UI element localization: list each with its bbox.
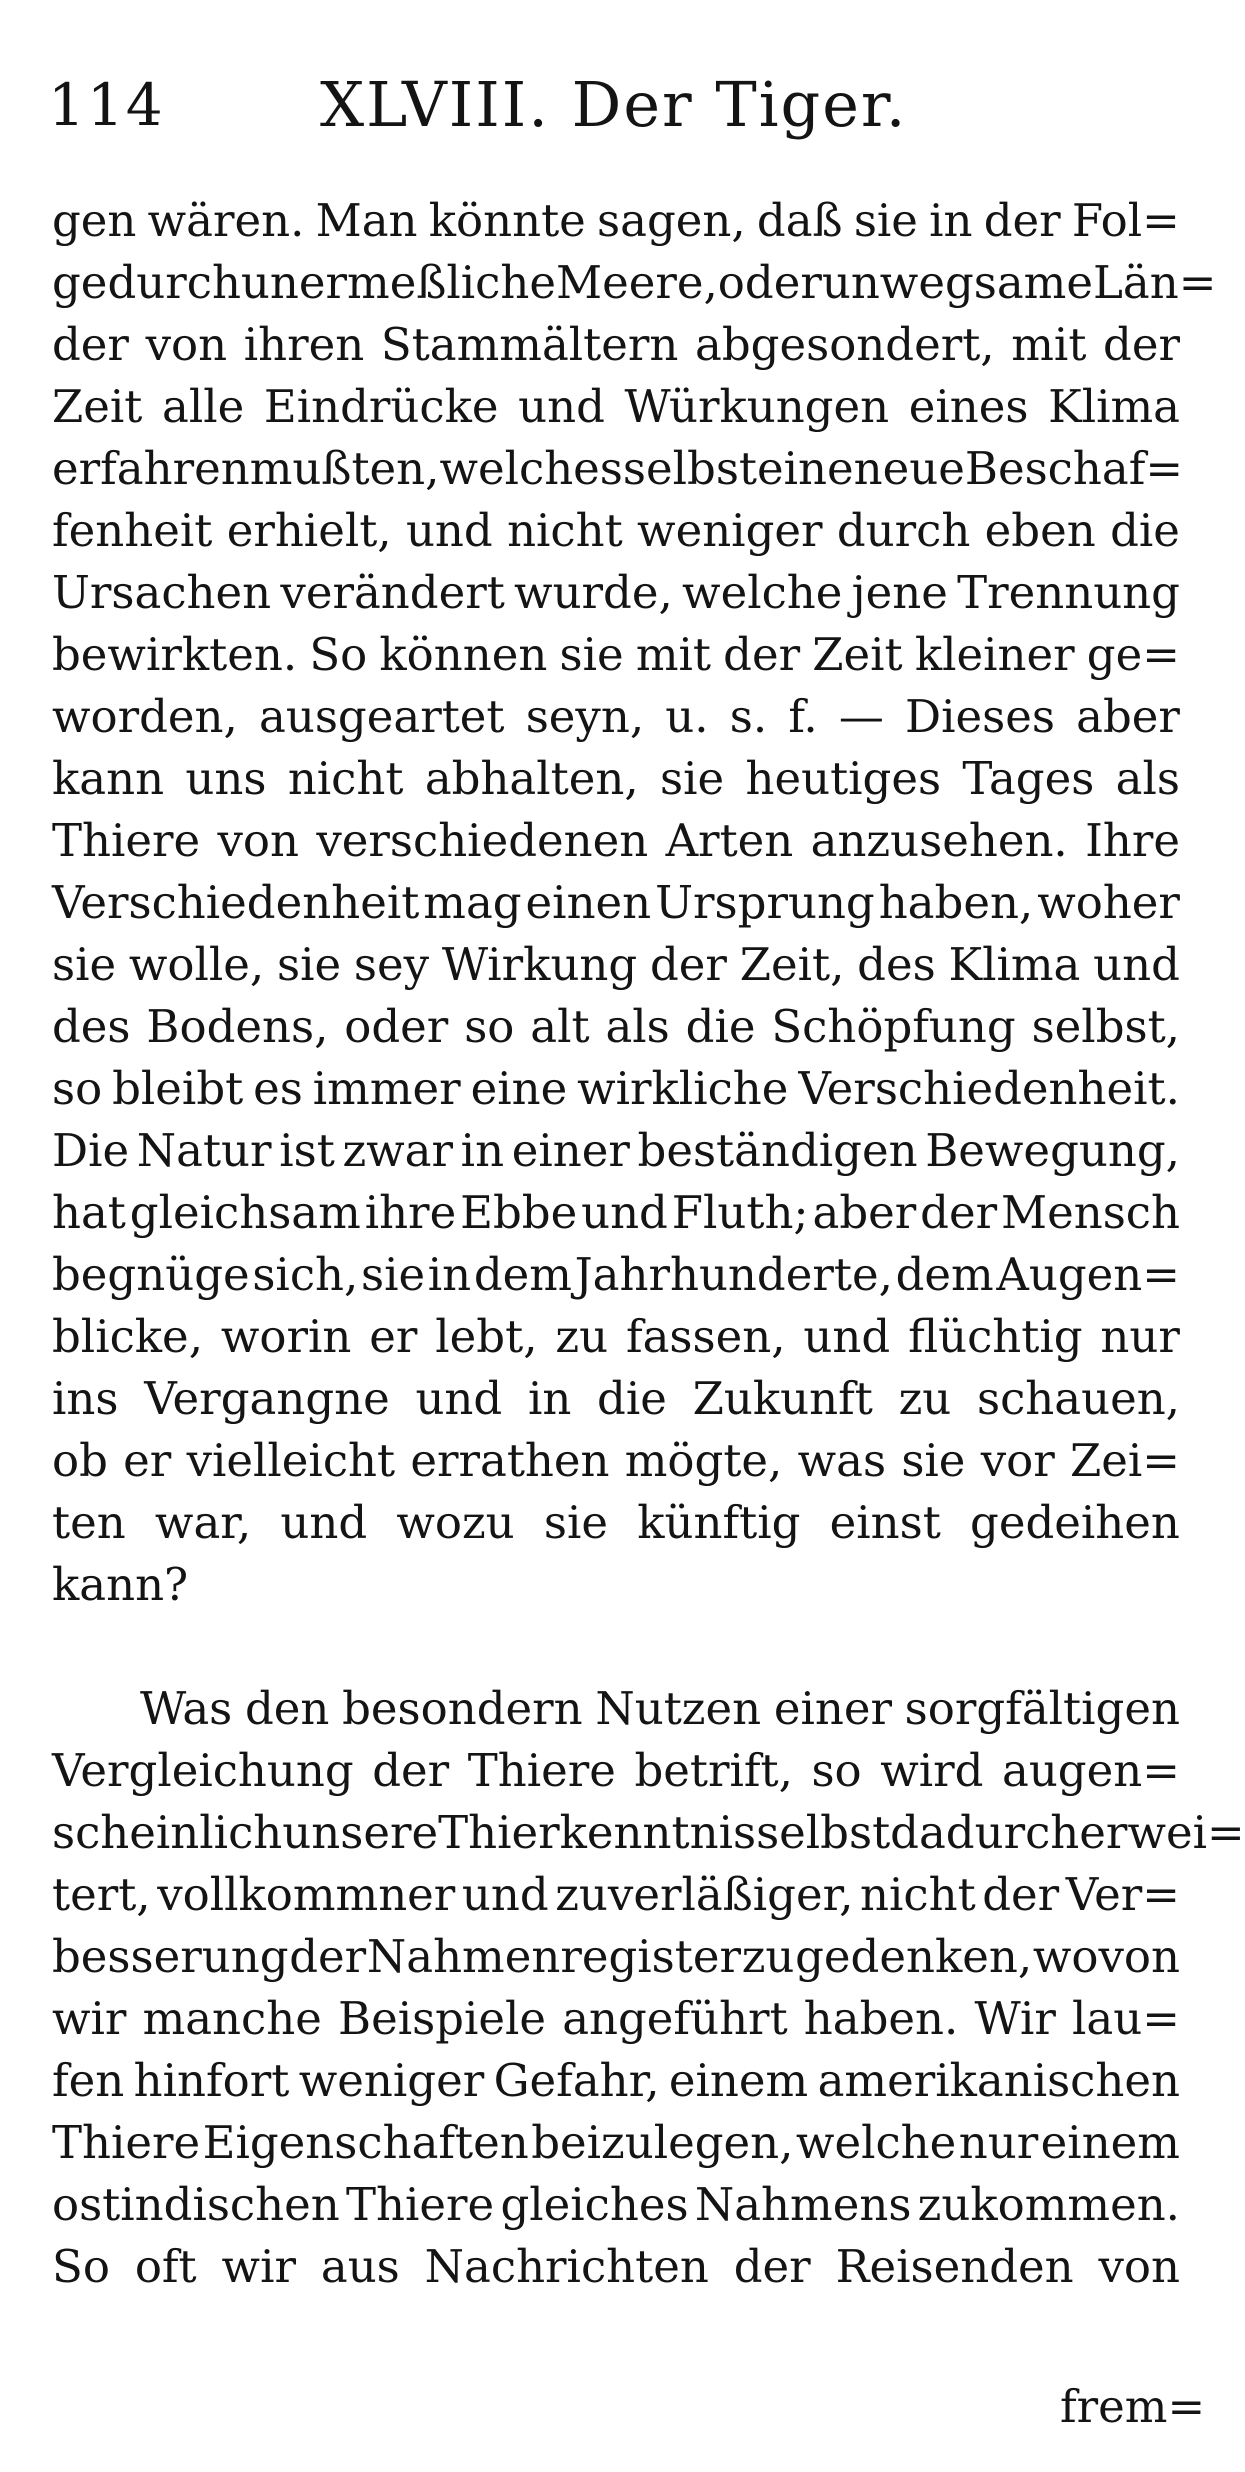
text-line: Was den besondern Nutzen einer sorgfältigen [140,1682,1180,1735]
page-number: 114 [48,71,165,139]
text-line: ten war, und wozu sie künftig einst gedeihen [52,1496,1180,1549]
text-line: bewirkten. So können sie mit der Zeit kleiner ge= [52,628,1180,681]
body-text [52,190,1245,2298]
text-line: der von ihren Stammältern abgesondert, mit der [52,318,1180,371]
text-line: fen hinfort weniger Gefahr, einem amerikanischen [52,2054,1180,2107]
text-line: so bleibt es immer eine wirkliche Verschiedenheit. [52,1062,1180,1115]
text-line: blicke, worin er lebt, zu fassen, und flüchtig nur [52,1310,1180,1363]
text-line: Zeit alle Eindrücke und Würkungen eines Klima [52,380,1180,433]
text-line: sie wolle, sie sey Wirkung der Zeit, des Klima und [52,938,1180,991]
text-line: erfahren mußten, welches selbst eine neue Beschaf= [52,442,1184,495]
text-line: Ursachen verändert wurde, welche jene Trennung [52,566,1180,619]
paragraph-1 [52,190,1217,1616]
text-line: scheinlich unsere Thierkenntnis selbst dadurch erwei= [52,1806,1245,1859]
text-line: Thiere von verschiedenen Arten anzusehen. Ihre [52,814,1180,867]
text-line: gen wären. Man könnte sagen, daß sie in der Fol= [52,194,1180,247]
running-head: XLVIII. Der Tiger. [320,68,908,141]
text-line: begnüge sich, sie in dem Jahrhunderte, dem Augen= [52,1248,1180,1301]
text-line: Vergleichung der Thiere betrift, so wird augen= [52,1744,1180,1797]
text-line: ge durch unermeßliche Meere, oder unwegsame Län= [52,256,1217,309]
text-line: tert, vollkommner und zuverläßiger, nicht der Ver= [52,1868,1180,1921]
text-line: des Bodens, oder so alt als die Schöpfung selbst, [52,1000,1180,1053]
text-line: ob er vielleicht errathen mögte, was sie vor Zei= [52,1434,1180,1487]
text-line: Die Natur ist zwar in einer beständigen Bewegung, [52,1124,1180,1177]
text-line: ins Vergangne und in die Zukunft zu schauen, [52,1372,1180,1425]
text-line: kann? [52,1558,189,1611]
text-line: worden, ausgeartet seyn, u. s. f. — Dieses aber [52,690,1180,743]
text-line: Thiere Eigenschaften beizulegen, welche nur einem [52,2116,1180,2169]
text-line: ostindischen Thiere gleiches Nahmens zukommen. [52,2178,1180,2231]
paragraph-2 [52,1678,1245,2298]
text-line: kann uns nicht abhalten, sie heutiges Tages als [52,752,1180,805]
paragraph-gap [52,1616,1180,1678]
text-line: besserung der Nahmenregister zu gedenken, wovon [52,1930,1180,1983]
text-line: Verschiedenheit mag einen Ursprung haben, woher [52,876,1180,929]
text-line: wir manche Beispiele angeführt haben. Wir lau= [52,1992,1180,2045]
text-line: fenheit erhielt, und nicht weniger durch eben die [52,504,1180,557]
text-line: So oft wir aus Nachrichten der Reisenden von [52,2240,1180,2293]
page-header [40,60,1160,150]
text-line: hat gleichsam ihre Ebbe und Fluth; aber der Mensch [52,1186,1180,1239]
catchword: frem= [1060,2380,1206,2433]
